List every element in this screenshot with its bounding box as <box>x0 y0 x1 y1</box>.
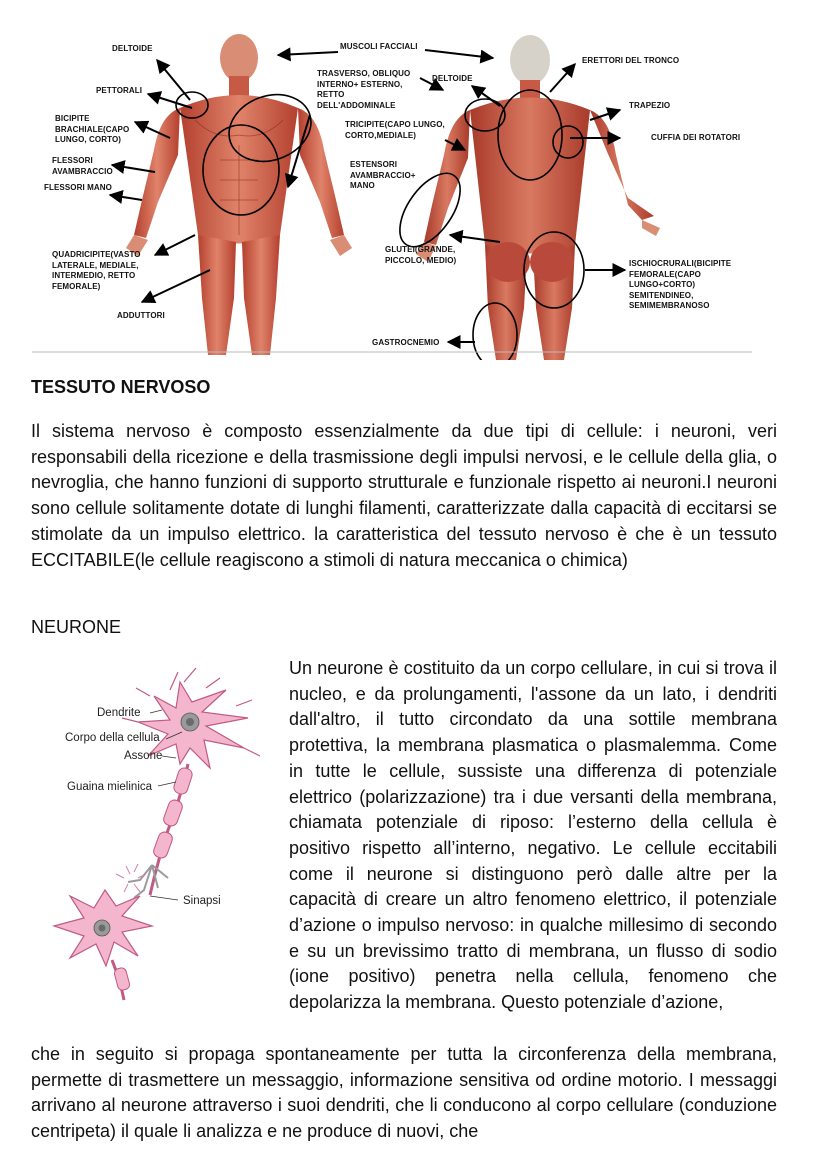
label-assone: Assone <box>124 750 163 762</box>
label-corpo-cellula: Corpo della cellula <box>65 732 160 744</box>
label-cuffia-rotatori: CUFFIA DEI ROTATORI <box>651 133 741 142</box>
label-estensori: ESTENSORI AVAMBRACCIO+ MANO <box>350 160 416 190</box>
label-dendrite: Dendrite <box>97 707 141 719</box>
label-addominale: TRASVERSO, OBLIQUO INTERNO+ ESTERNO, RETTO DELL'ADDOMINALE <box>317 69 411 110</box>
label-muscoli-facciali: MUSCOLI FACCIALI <box>340 42 418 51</box>
label-deltoide-back: DELTOIDE <box>432 74 473 83</box>
neuron-figure <box>30 660 280 1010</box>
label-flessori-mano: FLESSORI MANO <box>44 183 112 192</box>
muscle-anatomy-figure <box>30 30 754 360</box>
label-sinapsi: Sinapsi <box>183 895 221 907</box>
label-bicipite: BICIPITE BRACHIALE(CAPO LUNGO, CORTO) <box>55 114 130 144</box>
section-title: TESSUTO NERVOSO <box>31 377 211 397</box>
label-flessori-avambraccio: FLESSORI AVAMBRACCIO <box>52 156 113 176</box>
myelin-sheath <box>152 766 194 859</box>
intro-paragraph: Il sistema nervoso è composto essenzialmente da due tipi di cellule: i neuroni, veri responsabili della ricezione e della trasmissione degli impulsi nervosi, e le cellule della glia, o nevroglia, che hanno funzioni di supporto strutturale e funzionale rispetto ai neuroni.I neuroni sono cellule solitamente dotate di lunghi filamenti, caratterizzate dalla capacità di eccitarsi se stimolate da un impulso elettrico. la caratteristica del tessuto nervoso è che è un tessuto ECCITABILE(le cellule reagiscono a stimoli di natura meccanica o chimica) <box>31 421 777 570</box>
label-trapezio: TRAPEZIO <box>629 101 671 110</box>
label-deltoide-front: DELTOIDE <box>112 44 153 53</box>
neuron-paragraph: Un neurone è costituito da un corpo cellulare, in cui si trova il nucleo, e da prolungamenti, l'assone da un lato, i dendriti dall'altro, il tutto circondato da una sottile membrana protettiva, la membrana plasmatica o plasmalemma. Come in tutte le cellule, sussiste una differenza di potenziale elettrico (polarizzazione) tra i due versanti della membrana, chiamata potenziale di riposo: l’esterno della cellula è positivo rispetto all’interno, negativo. Le cellule eccitabili come il neurone si distinguono però dalle altre per la capacità di creare un altro fenomeno elettrico, il potenziale d’azione o impulso nervoso: in qualche millesimo di secondo e su un brevissimo tratto di membrana, un flusso di sodio (ione positivo) penetra nella cellula, fenomeno che depolarizza la membrana. Questo potenziale d’azione, <box>289 658 777 1013</box>
label-glutei: GLUTEI(GRANDE, PICCOLO, MEDIO) <box>385 245 457 265</box>
label-tricipite: TRICIPITE(CAPO LUNGO, CORTO,MEDIALE) <box>345 120 445 140</box>
neurone-title: NEURONE <box>31 617 122 637</box>
label-quadricipite: QUADRICIPITE(VASTO LATERALE, MEDIALE, INTERMEDIO, RETTO FEMORALE) <box>52 250 141 291</box>
label-gastrocnemio: GASTROCNEMIO <box>372 338 440 347</box>
label-ischiocrurali: ISCHIOCRURALI(BICIPITE FEMORALE(CAPO LUNGO+CORTO) SEMITENDINEO, SEMIMEMBRANOSO <box>629 259 732 310</box>
label-adduttori: ADDUTTORI <box>117 311 165 320</box>
continuation-paragraph: che in seguito si propaga spontaneamente per tutta la circonferenza della membrana, permette di trasmettere un messaggio, informazione sensitiva od ordine motorio. I messaggi arrivano al neurone attraverso i suoi dendriti, che li conducono al corpo cellulare (conduzione centripeta) il quale li analizza e ne produce di nuovi, che <box>31 1044 777 1142</box>
neuron-drawing <box>30 660 280 1010</box>
label-guaina-mielinica: Guaina mielinica <box>67 781 153 793</box>
label-pettorali: PETTORALI <box>96 86 143 95</box>
label-erettori-tronco: ERETTORI DEL TRONCO <box>582 56 680 65</box>
